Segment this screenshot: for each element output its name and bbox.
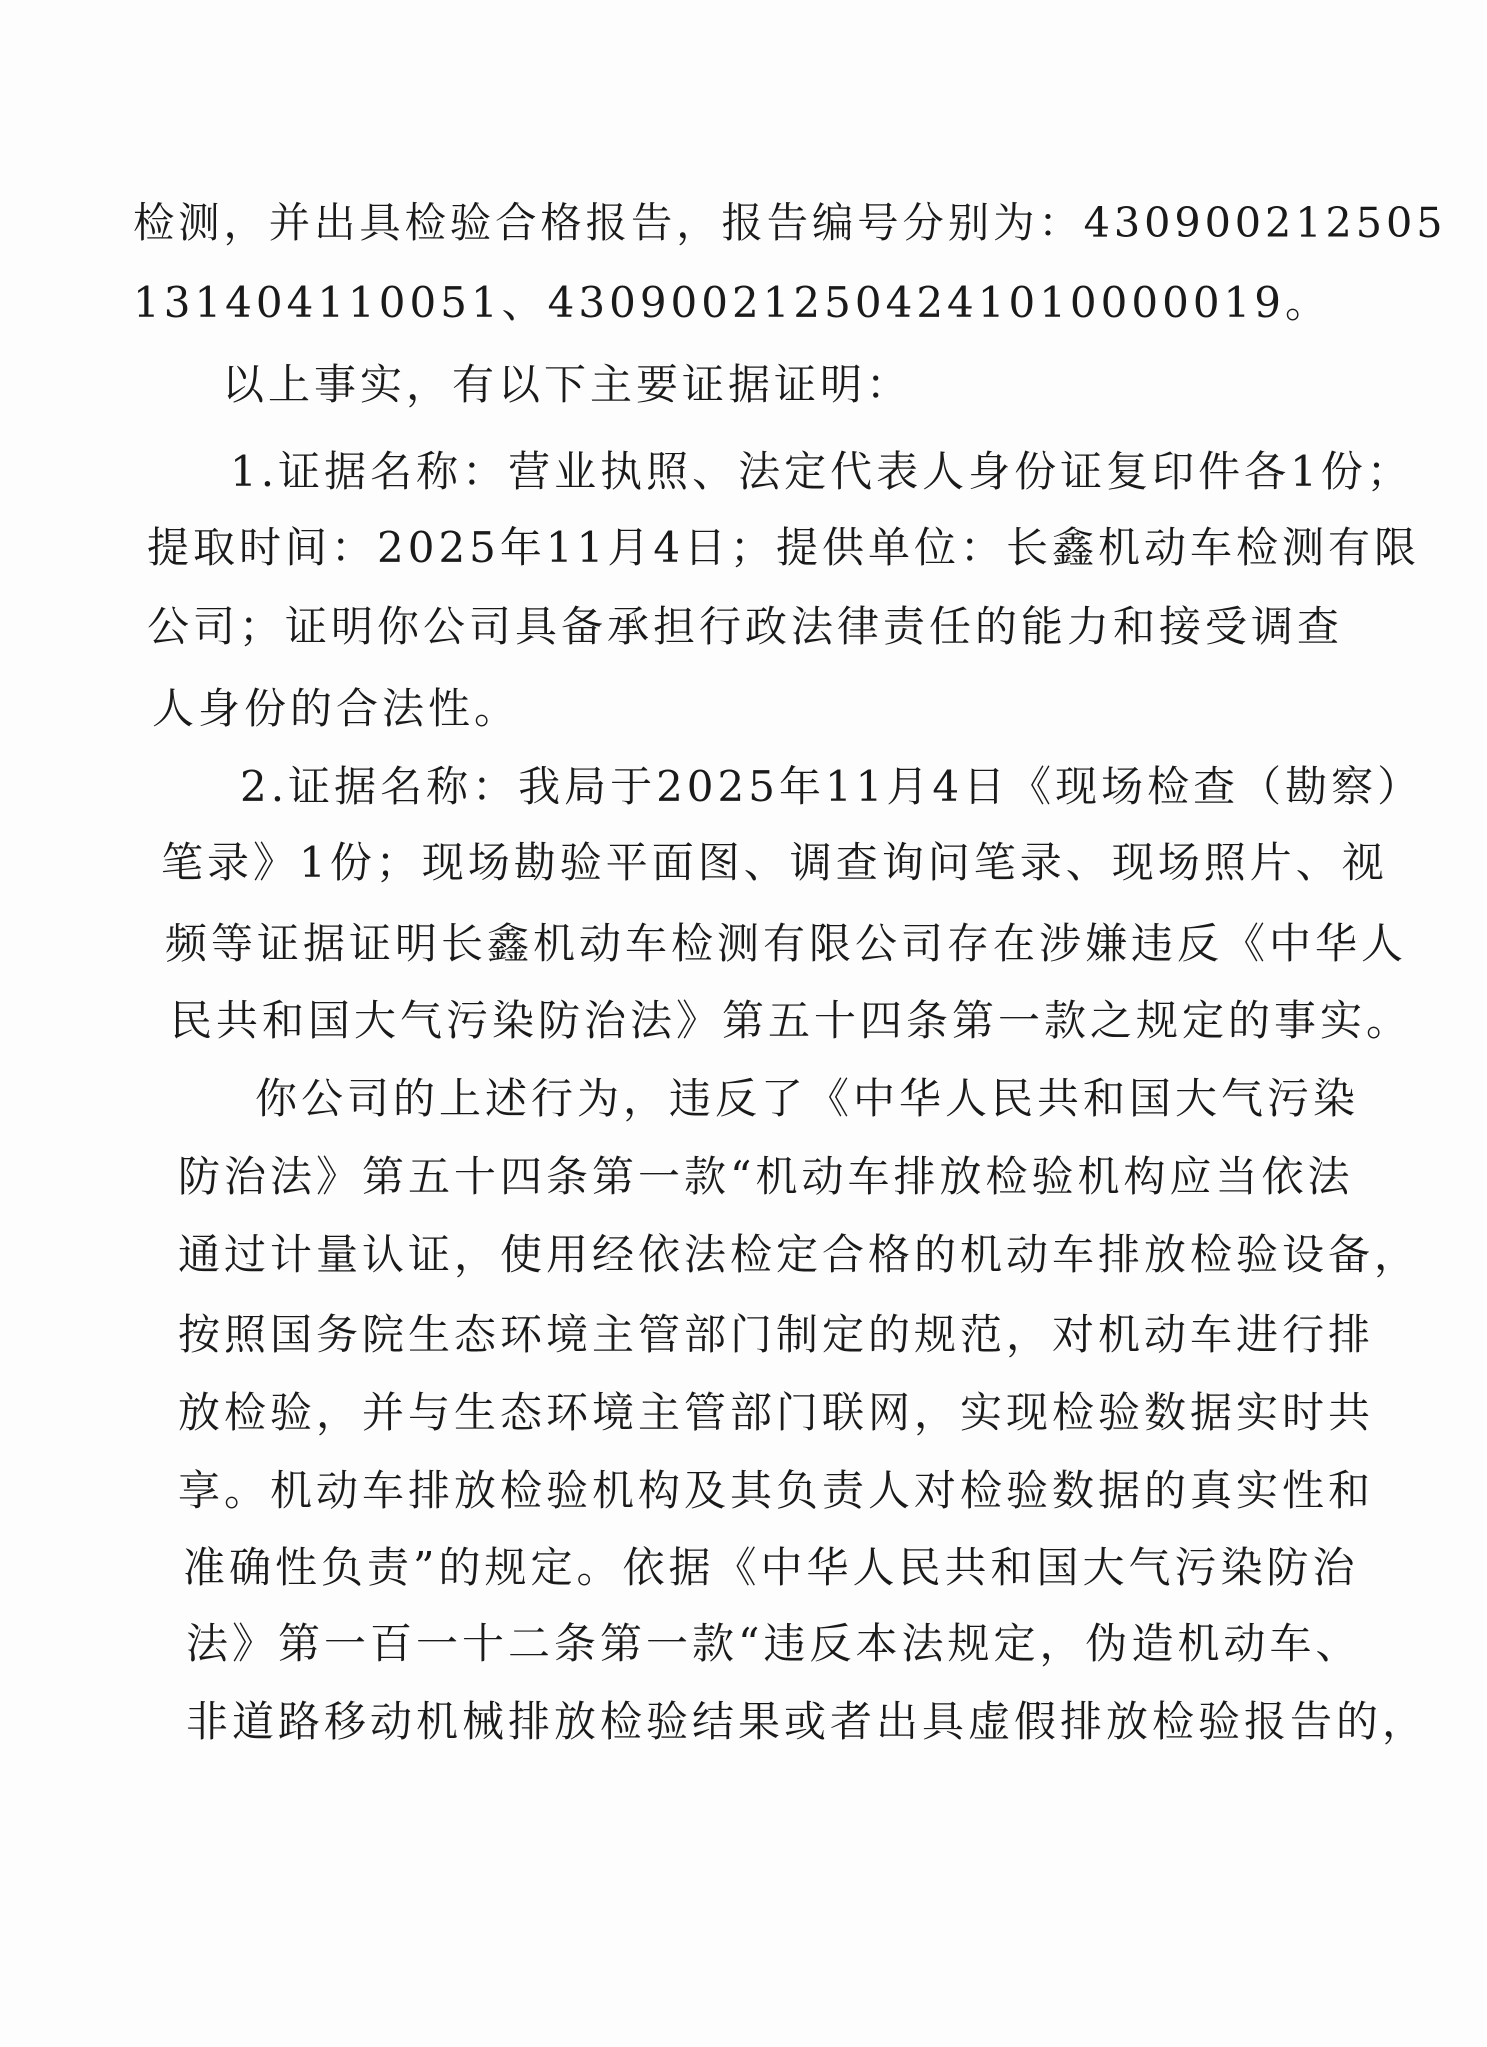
text-line-13: 防治法》第五十四条第一款“机动车排放检验机构应当依法 [178,1152,1354,1201]
text-line-1: 检测，并出具检验合格报告，报告编号分别为：430900212505 [133,199,1447,247]
text-line-16: 放检验，并与生态环境主管部门联网，实现检验数据实时共 [178,1388,1375,1437]
text-line-4: 1.证据名称：营业执照、法定代表人身份证复印件各1份； [230,447,1413,496]
text-line-15: 按照国务院生态环境主管部门制定的规范，对机动车进行排 [178,1310,1375,1359]
text-line-11: 民共和国大气污染防治法》第五十四条第一款之规定的事实。 [170,996,1413,1045]
text-line-17: 享。机动车排放检验机构及其负责人对检验数据的真实性和 [178,1466,1375,1515]
text-line-8: 2.证据名称：我局于2025年11月4日《现场检查（勘察） [240,762,1424,811]
text-line-7: 人身份的合法性。 [152,684,521,733]
text-line-9: 笔录》1份；现场勘验平面图、调查询问笔录、现场照片、视 [161,838,1388,887]
text-line-5: 提取时间：2025年11月4日；提供单位：长鑫机动车检测有限 [147,523,1421,572]
text-line-20: 非道路移动机械排放检验结果或者出具虚假排放检验报告的， [186,1697,1429,1746]
text-line-19: 法》第一百一十二条第一款“违反本法规定，伪造机动车、 [186,1619,1362,1668]
text-line-2: 131404110051、430900212504241010000019。 [133,278,1331,327]
text-line-12: 你公司的上述行为，违反了《中华人民共和国大气污染 [255,1074,1360,1123]
text-line-6: 公司；证明你公司具备承担行政法律责任的能力和接受调查 [147,602,1344,651]
text-line-14: 通过计量认证，使用经依法检定合格的机动车排放检验设备， [178,1230,1421,1279]
text-line-10: 频等证据证明长鑫机动车检测有限公司存在涉嫌违反《中华人 [165,919,1408,968]
text-line-18: 准确性负责”的规定。依据《中华人民共和国大气污染防治 [183,1543,1359,1592]
text-line-3: 以上事实，有以下主要证据证明： [222,360,913,409]
